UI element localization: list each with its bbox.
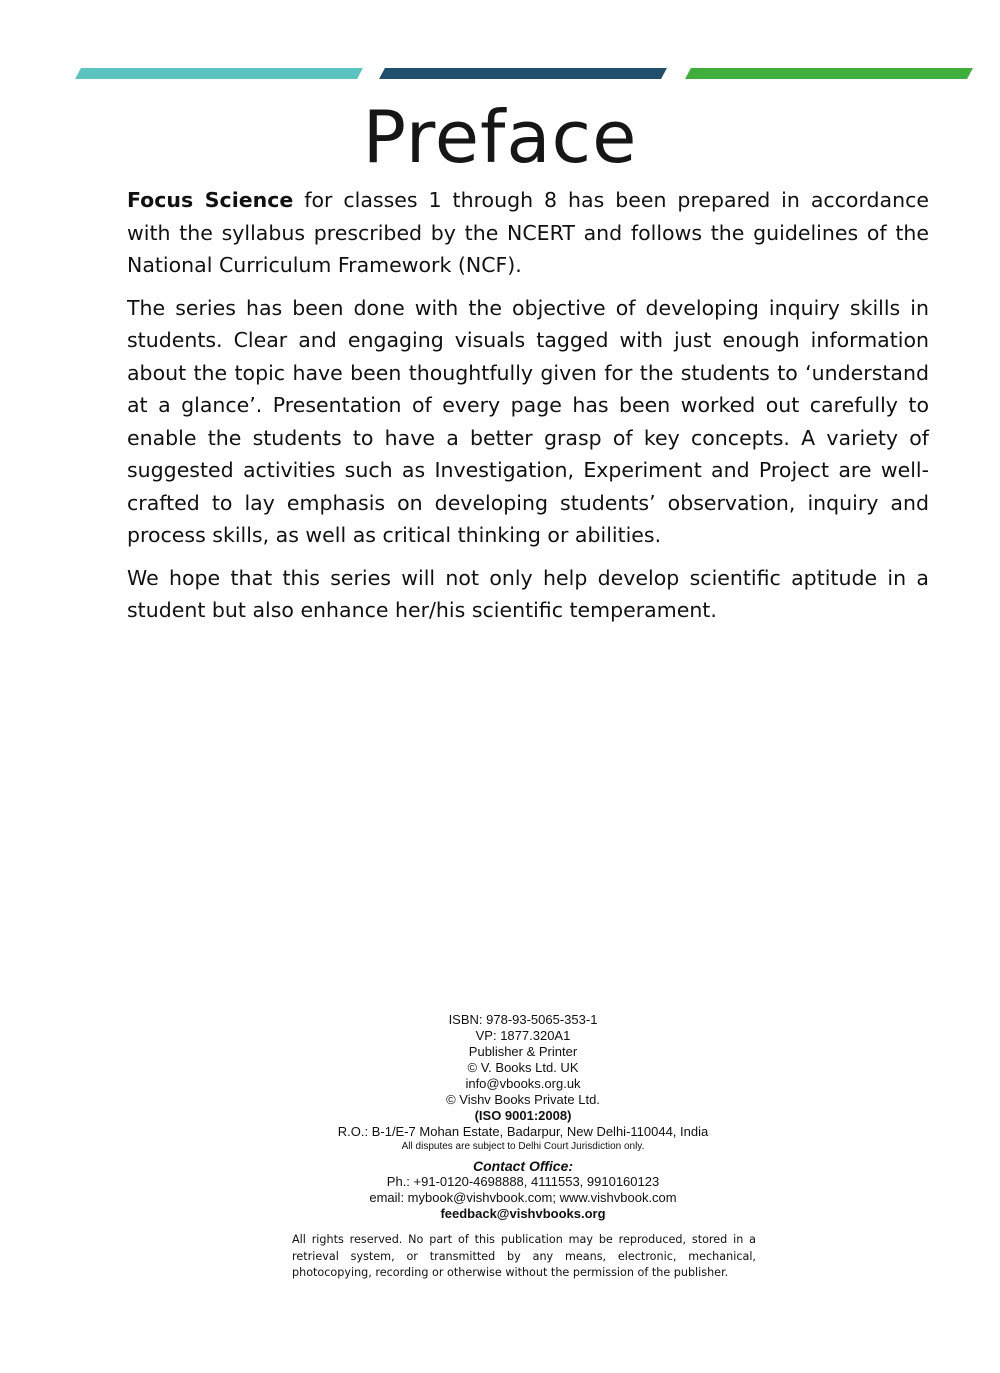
email-website: email: mybook@vishvbook.com; www.vishvbook.com bbox=[369, 1190, 677, 1205]
registered-office: R.O.: B-1/E-7 Mohan Estate, Badarpur, New Delhi-110044, India bbox=[337, 1124, 709, 1139]
decorative-stripe-navy bbox=[379, 68, 667, 79]
preface-body bbox=[127, 184, 929, 637]
page-title: Preface bbox=[362, 95, 638, 179]
paragraph-2: The series has been done with the objective of developing inquiry skills in students. Clear and engaging visuals tagged with just enough information about the topic have been thoughtfully given for the students to ‘understand at a glance’. Presentation of every page has been worked out carefully to enable the students to have a better grasp of key concepts. A variety of suggested activities such as Investigation, Experiment and Project are well-crafted to lay emphasis on developing students’ observation, inquiry and process skills, as well as critical thinking or abilities. bbox=[127, 295, 929, 547]
feedback-email: feedback@vishvbooks.org bbox=[440, 1206, 606, 1221]
rights-notice: All rights reserved. No part of this publication may be reproduced, stored in a retrieval system, or transmitted by any means, electronic, mechanical, photocopying, recording or otherwise without the permission of the publisher. bbox=[292, 1233, 756, 1279]
phone-numbers: Ph.: +91-0120-4698888, 4111553, 9910160123 bbox=[386, 1174, 660, 1189]
paragraph-3: We hope that this series will not only help develop scientific aptitude in a student but also enhance her/his scientific temperament. bbox=[127, 565, 929, 622]
paragraph-1-text: for classes 1 through 8 has been prepared in accordance with the syllabus prescribed by the NCERT and follows the guidelines of the National Curriculum Framework (NCF). bbox=[127, 188, 929, 277]
publisher-label: Publisher & Printer bbox=[468, 1044, 578, 1059]
email-uk: info@vbooks.org.uk bbox=[465, 1076, 581, 1091]
paragraph-1 bbox=[127, 184, 929, 282]
vp-code: VP: 1877.320A1 bbox=[475, 1028, 571, 1043]
copyright-india: © Vishv Books Private Ltd. bbox=[446, 1092, 600, 1107]
decorative-stripe-green bbox=[685, 68, 973, 79]
isbn: ISBN: 978-93-5065-353-1 bbox=[448, 1012, 598, 1027]
imprint-block bbox=[0, 1012, 1000, 1222]
decorative-stripe-teal bbox=[75, 68, 363, 79]
jurisdiction-note: All disputes are subject to Delhi Court Jurisdiction only. bbox=[401, 1141, 645, 1152]
iso-certification: (ISO 9001:2008) bbox=[474, 1108, 572, 1123]
contact-heading: Contact Office: bbox=[472, 1158, 574, 1174]
copyright-uk: © V. Books Ltd. UK bbox=[467, 1060, 579, 1075]
series-name: Focus Science bbox=[127, 188, 294, 212]
